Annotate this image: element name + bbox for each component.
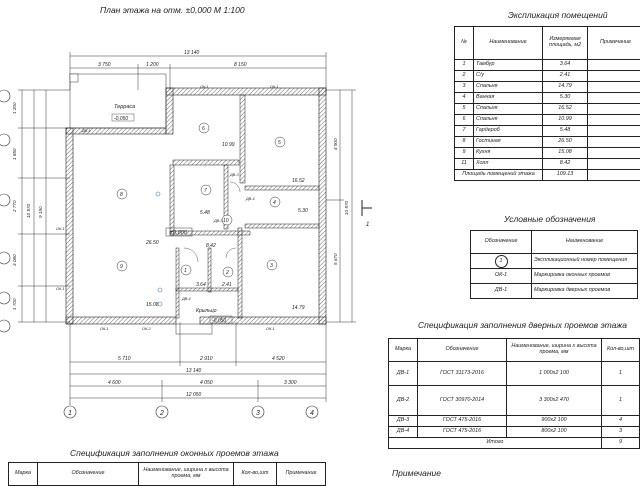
- entry-level: -0,050: [212, 318, 226, 324]
- svg-text:10: 10: [223, 218, 229, 224]
- table-row: 5 Спальня 16.52: [455, 104, 640, 115]
- svg-text:5: 5: [278, 140, 281, 146]
- table-row: 4 Ванная 5.30: [455, 93, 640, 104]
- bottom-dim-2: 2 910: [199, 356, 213, 362]
- table-total-row: Площадь помещений этажа 109.13: [455, 170, 640, 181]
- table-row: 7 Гардероб 5.48: [455, 126, 640, 137]
- bottom-dim-1: 5 710: [118, 356, 131, 362]
- svg-text:1 700: 1 700: [12, 298, 17, 310]
- bottom-dim2-2: 4 050: [200, 380, 213, 386]
- svg-text:ОК-1: ОК-1: [200, 85, 209, 89]
- svg-text:ОК-1: ОК-1: [266, 327, 275, 331]
- svg-text:6: 6: [202, 126, 205, 132]
- svg-text:ДВ-4: ДВ-4: [181, 297, 191, 301]
- svg-text:ДВ-1: ДВ-1: [81, 129, 91, 133]
- explication-title: Экспликация помещений: [508, 10, 608, 20]
- svg-text:5 670: 5 670: [333, 253, 338, 265]
- area-2: 2.41: [221, 282, 232, 288]
- area-8: 26.50: [145, 240, 159, 246]
- bottom-dim-total: 13 140: [186, 368, 202, 374]
- svg-text:1: 1: [184, 268, 187, 274]
- area-7: 5.48: [200, 210, 210, 216]
- doors-spec-table: [388, 338, 640, 449]
- svg-text:9 150: 9 150: [38, 206, 43, 218]
- top-dim-total: 13 140: [184, 50, 200, 56]
- area-6: 10.99: [222, 142, 235, 148]
- bottom-dim2-total: 12 050: [186, 392, 202, 398]
- kitchen-fixtures: [156, 192, 162, 306]
- legend-table: [470, 230, 638, 299]
- right-dimension-chain: [326, 90, 356, 322]
- svg-text:ДВ-3: ДВ-3: [213, 219, 223, 223]
- terrace-label: Терраса: [114, 104, 135, 110]
- table-header-row: № Наименование Измеряемая площадь, м2 Примечание: [455, 27, 640, 60]
- top-dim-2: 1 200: [146, 62, 159, 68]
- table-row: ДВ-1 ГОСТ 31173-2016 1 000х2 100 1: [389, 362, 640, 386]
- table-row: 3 Спальня 14.79: [455, 82, 640, 93]
- svg-text:3 080: 3 080: [12, 254, 17, 266]
- left-dim-labels: [12, 102, 43, 310]
- axis-label-1: 1: [68, 410, 72, 417]
- svg-text:ДВ-4: ДВ-4: [245, 197, 255, 201]
- doors-spec-title: Спецификация заполнения дверных проемов этажа: [418, 320, 627, 330]
- table-row: 8 Гостиная 26.50: [455, 137, 640, 148]
- section-mark-label: 1: [366, 222, 369, 228]
- table-row: 1 Тамбур 3.64: [455, 60, 640, 71]
- table-header-row: Марка Обозначение Наименование, ширина х высота проема, мм Кол-во,шт: [389, 339, 640, 362]
- section-mark: [362, 200, 372, 216]
- axis-label-4: 4: [310, 410, 314, 417]
- svg-text:1 200: 1 200: [12, 102, 17, 114]
- area-10: 8.42: [206, 243, 216, 249]
- table-header-row: Марка Обозначение Наименование, ширина х высота проема, мм Кол-во,шт Примечание: [9, 463, 326, 486]
- top-dim-1: 3 750: [98, 62, 111, 68]
- svg-text:ОК-1: ОК-1: [270, 85, 279, 89]
- explication-table: [454, 26, 640, 181]
- top-dimension-chain: [70, 52, 326, 90]
- axis-label-3: 3: [256, 410, 260, 417]
- area-9: 15.08: [146, 302, 159, 308]
- svg-text:10 570: 10 570: [344, 201, 349, 215]
- porch-label: Крыльцо: [196, 308, 217, 314]
- svg-text:ДВ-3: ДВ-3: [229, 173, 239, 177]
- svg-text:8: 8: [120, 192, 123, 198]
- table-row: 2 С/у 2.41: [455, 71, 640, 82]
- table-total-row: Итого 9: [389, 438, 640, 449]
- table-row: ДВ-2 ГОСТ 30970-2014 3 300х2 470 1: [389, 386, 640, 416]
- svg-text:4 900: 4 900: [333, 138, 338, 150]
- top-dim-3: 8 150: [234, 62, 247, 68]
- svg-text:ОК-1: ОК-1: [56, 287, 65, 291]
- svg-text:7: 7: [204, 188, 207, 194]
- svg-text:9: 9: [120, 264, 123, 270]
- area-1: 3.64: [196, 282, 206, 288]
- plan-title: План этажа на отм. ±0,000 М 1:100: [100, 5, 245, 15]
- legend-title: Условные обозначения: [504, 214, 595, 224]
- table-row: ДВ-3 ГОСТ 475-2016 900х2 100 4: [389, 416, 640, 427]
- axis-bubbles-bottom: [64, 402, 318, 418]
- table-row: ДВ-1 Маркировка дверных проемов: [471, 284, 638, 299]
- axis-label-2: 2: [159, 410, 164, 417]
- windows-spec-title: Спецификация заполнения оконных проемов этажа: [70, 448, 279, 458]
- svg-text:2 770: 2 770: [12, 200, 17, 213]
- svg-text:3: 3: [270, 263, 273, 269]
- room-bubbles: [117, 123, 285, 277]
- svg-text:10 570: 10 570: [26, 204, 31, 218]
- svg-text:1 850: 1 850: [12, 148, 17, 160]
- table-row: 1 Экспликационный номер помещения: [471, 254, 638, 269]
- area-5: 16.52: [292, 178, 305, 184]
- axis-bubbles-left: [0, 90, 10, 332]
- svg-text:4: 4: [273, 200, 276, 206]
- svg-text:ОК-1: ОК-1: [100, 327, 109, 331]
- table-row: 11 Холл 8.42: [455, 159, 640, 170]
- windows-spec-table: [8, 462, 326, 486]
- table-row: 6 Спальня 10.99: [455, 115, 640, 126]
- bottom-dim2-3: 3 300: [284, 380, 297, 386]
- area-4: 5.30: [298, 208, 308, 214]
- table-row: 9 Кухня 15.08: [455, 148, 640, 159]
- svg-text:2: 2: [225, 270, 229, 276]
- bottom-dim-3: 4 520: [272, 356, 285, 362]
- notes-title: Примечание: [392, 468, 441, 478]
- bottom-dim2-1: 4 600: [108, 380, 121, 386]
- floor-level: ±0,000: [170, 230, 188, 236]
- room-number-symbol: 1: [495, 255, 508, 268]
- interior-walls: [170, 95, 319, 318]
- table-header-row: Обозначение Наименование: [471, 231, 638, 254]
- area-3: 14.79: [292, 305, 305, 311]
- table-row: ДВ-4 ГОСТ 475-2016 800х2 100 3: [389, 427, 640, 438]
- svg-text:ОК-1: ОК-1: [56, 227, 65, 231]
- terrace-level: -0,050: [114, 116, 128, 122]
- svg-text:ОК-2: ОК-2: [142, 327, 151, 331]
- table-row: ОК-1 Маркировка оконных проемов: [471, 269, 638, 284]
